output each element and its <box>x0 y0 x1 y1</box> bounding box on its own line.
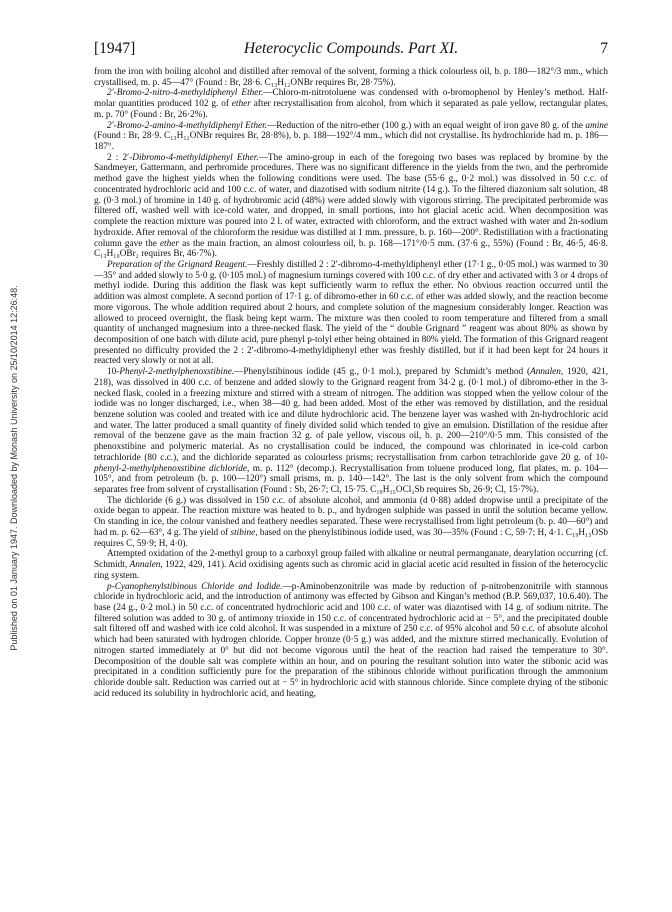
paragraph <box>94 549 608 581</box>
article-body <box>94 67 608 699</box>
italic-text: 2′-Bromo-2-nitro-4-methyldiphenyl Ether. <box>107 88 264 99</box>
paragraph <box>94 67 608 88</box>
paragraph <box>94 260 608 367</box>
italic-text: Phenyl-2-methylphenoxstibine. <box>119 367 235 378</box>
paragraph <box>94 496 608 550</box>
text-run: after recrystallisation from alcohol, from which it separated as pale yellow, rectangular plates, m. p. 70° (Found : Br, 26·2%). <box>94 99 608 120</box>
italic-text: Preparation of the Grignard Reagent. <box>107 259 248 270</box>
text-run: , 1922, 429, 141). Acid oxidising agents such as chromic acid in glacial acetic acid resulted in fission of the heterocyclic ring system. <box>94 560 608 581</box>
header-title: Heterocyclic Compounds. Part XI. <box>243 40 459 57</box>
paragraph <box>94 582 608 700</box>
page-header <box>94 40 608 62</box>
italic-text: ether <box>159 238 179 249</box>
text-run: —p-Aminobenzonitrile was made by reduction of p-nitrobenzonitrile with stannous chloride in hydrochloric acid, and the introduction of antimony was effected by Gibson and Kingan’s method (B.P. 569,037, 10.6.40). The base (24 g., 0·2 mol.) in 50 c.c. of concentrated hydrochloric acid and 100 c.c. of water was diazotised with 14 g. of sodium nitrite. The filtered solution was added to 30 g. of antimony trioxide in 150 c.c. of concentrated hydrochloric acid at − 5°, and the precipitated double salt filtered off and washed with ice cold alcohol. It was suspended in a mixture of 250 c.c. of 95% alcohol and 50 c.c. of absolute alcohol which had been saturated with hydrogen chloride. Copper bronze (0·5 g.) was added, and the mixture stirred mechanically. Evolution of nitrogen started immediately at 0° but did not become vigorous until the heat of the reaction had raised the temperature to 30°. Decomposition of the double salt was complete within an hour, and on pouring the resultant solution into water the stibonic acid was precipitated in a condition sufficiently pure for the preparation of the stibinous chloride without purification through the ammonium chloride double salt. Reduction was carried out at − 5° in hydrochloric acid with stannous chloride. Since complete drying of the stibonic acid reduced its solubility in hydrochloric acid, and heating, <box>94 581 608 699</box>
italic-text: Dibromo-4-methyldiphenyl Ether. <box>132 152 259 163</box>
italic-text: 2′-Bromo-2-amino-4-methyldiphenyl Ether. <box>107 120 267 131</box>
text-run: from the iron with boiling alcohol and distilled after removal of the solvent, forming a thick colourless oil, b. p. 180—182°/3 mm., which crystallised, m. p. 45—47° (Found : Br, 28·6. C₁₃H₁₂ONBr requires Br, 28·75%). <box>94 67 608 88</box>
text-run: (Found : Br, 28·9. C₁₃H₁₂ONBr requires Br, 28·8%), b. p. 188—192°/4 mm., which did not crystallise. Its hydrochloride had m. p. 186—187°. <box>94 131 608 153</box>
text-run: —Chloro-m-nitrotoluene was condensed with o-bromophenol by Henley’s method. Half-molar quantities produced 102 g. of <box>94 88 608 110</box>
italic-text: amine <box>585 120 609 131</box>
page-number: 7 <box>600 40 608 57</box>
text-run: 10- <box>107 367 120 378</box>
download-notice: Published on 01 January 1947. Downloaded by Monash University on 25/10/2014 12:26:48. <box>9 285 19 651</box>
text-run: —Phenylstibinous iodide (45 g., 0·1 mol.), prepared by Schmidt’s method ( <box>234 367 531 378</box>
paragraph <box>94 367 608 496</box>
italic-text: Annalen <box>530 367 561 378</box>
text-run: —Reduction of the nitro-ether (100 g.) with an equal weight of iron gave 80 g. of the <box>267 120 586 131</box>
text-run: Attempted oxidation of the 2-methyl group to a carboxyl group failed with alkaline or neutral permanganate, dearylation occurring (cf. Schmidt, <box>94 549 608 571</box>
paragraph <box>94 121 608 153</box>
paragraph <box>94 153 608 260</box>
text-run: , m. p. 112° (decomp.). Recrystallisation from toluene produced long, flat plates, m. p. 104—105°, and from petroleum (b. p. 100—120°) small prisms, m. p. 140—142°. The last is the only solvent from which the compound separates free from solvent of crystallisation (Found : Sb, 26·7; Cl, 15·75. C₁₉H₁₅OCl₂Sb requires Sb, 26·9; Cl, 15·7%). <box>94 463 609 496</box>
download-watermark <box>6 118 22 818</box>
italic-text: ether <box>231 99 251 110</box>
text-run: , based on the phenylstibinous iodide used, was 30—35% (Found : C, 59·7; H, 4·1. C₁₉H₁₅OSb requires C, 59·9; H, 4·0). <box>94 527 609 549</box>
text-run: as the main fraction, an almost colourless oil, b. p. 168—171°/0·5 mm. (37·6 g., 55%) (Found : Br, 46·5, 46·8. C₁₃H₁₀OBr₂ requires Br, 46·7%). <box>94 238 608 260</box>
header-year: [1947] <box>94 40 136 57</box>
italic-text: phenyl-2-methylphenoxstibine dichloride <box>94 463 247 474</box>
italic-text: p-Cyanophenylstibinous Chloride and Iodide. <box>107 581 283 592</box>
text-run: 2 : 2′- <box>107 152 133 163</box>
paragraph <box>94 88 608 120</box>
italic-text: stibine <box>230 527 256 538</box>
text-run: —Freshly distilled 2 : 2′-dibromo-4-methyldiphenyl ether (17·1 g., 0·05 mol.) was warmed to 30—35° and added slowly to 5·0 g. (0·105 mol.) of magnesium turnings covered with 100 c.c. of dry ether and activated with 3 or 4 drops of methyl iodide. During this addition the flask was kept sufficiently warm to reflux the ether. No obvious reaction occurred until the addition was almost complete. A second portion of 17·1 g. of dibromo-ether in 60 c.c. of ether was added slowly, and the reaction become more vigorous. The whole addition required about 2 hours, and complete solution of the magnesium considerably longer. Reaction was allowed to proceed overnight, the flask being kept warm. The mixture was then cooled to room temperature and filtered from a small quantity of unchanged magnesium into a three-necked flask. The yield of the “ double Grignard ” reagent was about 80% as shown by decomposition of one batch with dilute acid, pure phenyl p-tolyl ether being obtained in 80% yield. The formation of this Grignard reagent presented no difficulty provided the 2 : 2′-dibromo-4-methyldiphenyl ether was freshly distilled, but if it had been kept for 24 hours it reacted very slowly or not at all. <box>94 259 608 367</box>
italic-text: Annalen <box>129 560 161 571</box>
text-run: —The amino-group in each of the foregoing two bases was replaced by bromine by the Sandmeyer, Gattermann, and perbromide procedures. There was no significant difference in the yields from the two, and the perbromide method gave the highest yields when the following conditions were used. The base (55·6 g., 0·2 mol.) was dissolved in 50 c.c. of concentrated hydrochloric acid and 100 c.c. of water, and diazotised with sodium nitrite (14 g.). To the filtered diazonium salt solution, 48 g. (0·3 mol.) of bromine in 140 g. of hydrobromic acid (48%) were added slowly with vigorous stirring. The precipitated perbromide was filtered off, washed well with ice-cold water, and dropped, in small portions, into hot glacial acetic acid. When decomposition was complete the reaction mixture was poured into 2 l. of water, extracted with chloroform, and the extract washed with water and 2n-sodium hydroxide. After removal of the chloroform the residue was distilled at 1 mm. pressure, b. p. 160—200°. Redistillation with a fractionating column gave the <box>94 152 608 249</box>
text-run: The dichloride (6 g.) was dissolved in 150 c.c. of absolute alcohol, and ammonia (d 0·88) added dropwise until a precipitate of the oxide began to appear. The reaction mixture was heated to b. p., and hydrogen sulphide was passed in until the solution became yellow. On standing in ice, the colour vanished and feathery needles separated. These were recrystallised from light petroleum (b. p. 40—60°) and had m. p. 62—63°, 4 g. The yield of <box>94 495 608 538</box>
text-run: , 1920, 421, 218), was dissolved in 400 c.c. of benzene and added slowly to the Grignard reagent from 34·2 g. (0·1 mol.) of dibromo-ether in the 3-necked flask, cooled in a freezing mixture and stirred with a stream of nitrogen. The addition was stopped when the yellow colour of the iodide was no longer discharged, i.e., when 38—40 g. had been added. Most of the ether was removed by distillation, and the residual benzene solution was cooled and treated with ice and dilute hydrochloric acid. The benzene layer was washed with 2n-hydrochloric acid and water. The latter produced a small quantity of finely divided solid which tended to give an emulsion. Distillation of the residue after removal of the benzene gave as the main fraction 32 g. of pale yellow, viscous oil, b. p. 200—210°/0·5 mm. This consisted of the phenoxstibine and polymeric material. As no crystallisation could be induced, the compound was chlorinated in ice-cold carbon tetrachloride (80 c.c.), and the dichloride separated as colourless prisms; recrystallisation from carbon tetrachloride gave 20 g. of 10- <box>94 367 608 463</box>
